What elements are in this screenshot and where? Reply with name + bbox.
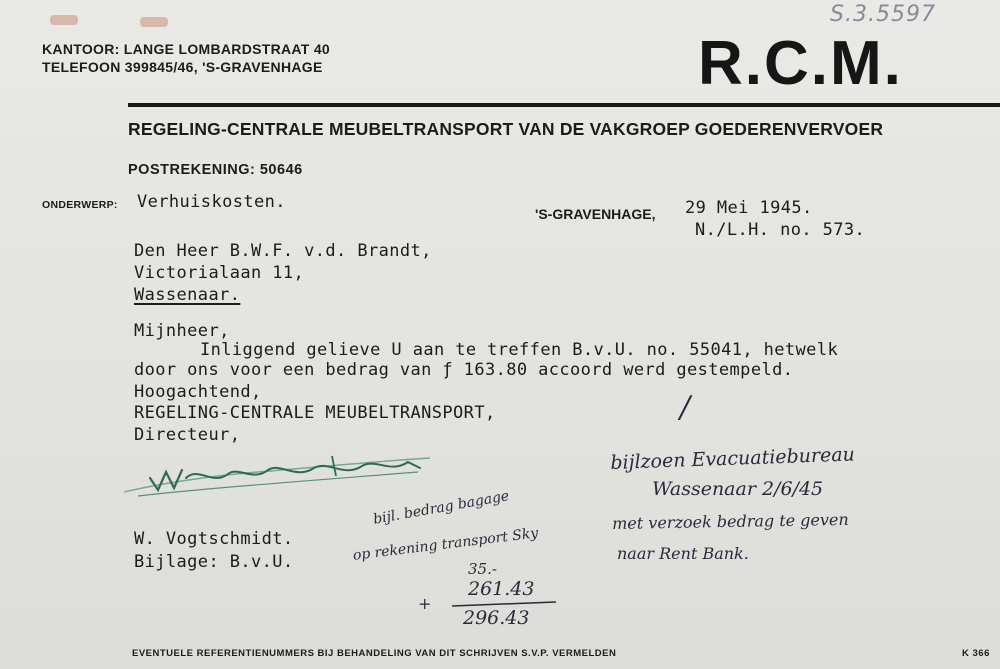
form-code: K 366 <box>962 648 990 659</box>
note-a-line-1: bijl. bedrag bagage <box>372 488 511 528</box>
annotation-slash: / <box>680 390 691 425</box>
phone-line: TELEFOON 399845/46, 'S-GRAVENHAGE <box>42 59 323 75</box>
note-b-line-3: met verzoek bedrag te geven <box>612 509 849 533</box>
subject-label: ONDERWERP: <box>42 199 118 211</box>
body-line-1: Inliggend gelieve U aan te treffen B.v.U. no. 55041, hetwelk <box>200 340 839 360</box>
calc-plus: + <box>418 594 432 613</box>
place-label: 'S-GRAVENHAGE, <box>535 206 656 222</box>
enclosure: Bijlage: B.v.U. <box>134 552 294 572</box>
note-b-line-1: bijlzoen Evacuatiebureau <box>610 443 856 474</box>
stamp-remnant-2 <box>140 17 168 27</box>
addressee-street: Victorialaan 11, <box>134 263 305 283</box>
calc-b: 261.43 <box>468 578 535 600</box>
signing-organization: REGELING-CENTRALE MEUBELTRANSPORT, <box>134 403 496 423</box>
closing: Hoogachtend, <box>134 382 262 402</box>
addressee-city: Wassenaar. <box>134 285 241 305</box>
letterhead-rule <box>128 103 1000 107</box>
calc-total: 296.43 <box>463 607 530 629</box>
footer-notice: EVENTUELE REFERENTIENUMMERS BIJ BEHANDELING VAN DIT SCHRIJVEN S.V.P. VERMELDEN <box>132 648 617 659</box>
subject-text: Verhuiskosten. <box>137 192 286 212</box>
postrekening: POSTREKENING: 50646 <box>128 162 303 178</box>
archive-number: S.3.5597 <box>830 2 936 27</box>
salutation: Mijnheer, <box>134 321 230 341</box>
handwritten-signature <box>118 448 438 506</box>
office-address: KANTOOR: LANGE LOMBARDSTRAAT 40 <box>42 41 331 57</box>
logo: R.C.M. <box>698 29 903 98</box>
stamp-remnant-1 <box>50 15 78 25</box>
calc-a: 35.- <box>468 560 497 578</box>
note-b-line-2: Wassenaar 2/6/45 <box>652 478 824 500</box>
organization-name: REGELING-CENTRALE MEUBELTRANSPORT VAN DE VAKGROEP GOEDERENVERVOER <box>128 119 884 139</box>
reference-number: N./L.H. no. 573. <box>695 220 866 240</box>
note-a-line-2: op rekening transport Sky <box>352 525 540 564</box>
typed-signer-name: W. Vogtschmidt. <box>134 529 294 549</box>
addressee-name: Den Heer B.W.F. v.d. Brandt, <box>134 241 432 261</box>
signer-role: Directeur, <box>134 425 241 445</box>
letter-date: 29 Mei 1945. <box>685 198 813 218</box>
note-b-line-4: naar Rent Bank. <box>617 544 749 563</box>
body-line-2: door ons voor een bedrag van ƒ 163.80 accoord werd gestempeld. <box>134 360 794 380</box>
